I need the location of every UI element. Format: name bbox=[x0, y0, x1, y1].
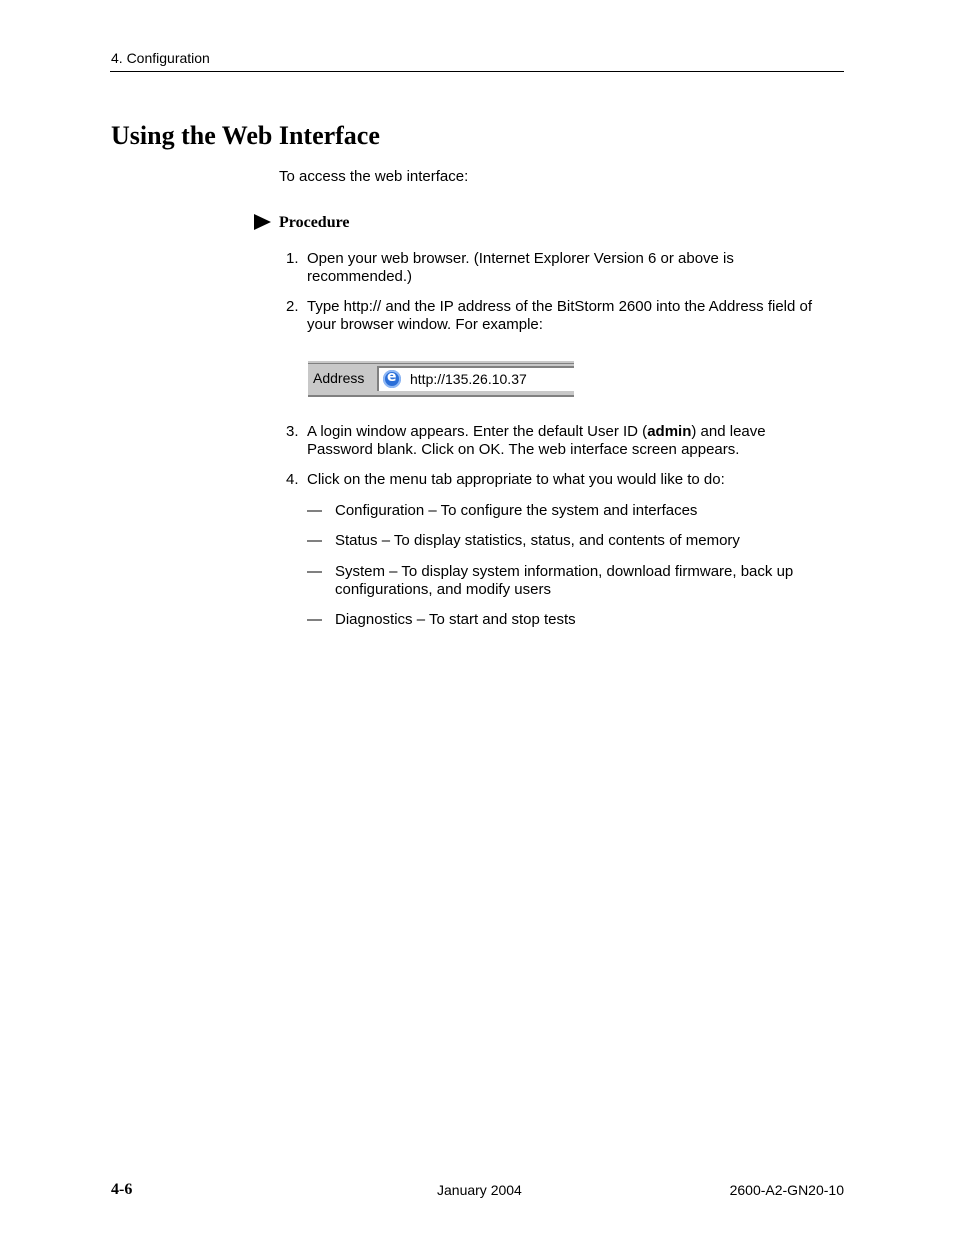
internet-explorer-icon bbox=[383, 370, 401, 388]
em-dash: — bbox=[307, 563, 322, 580]
step-number: 4. bbox=[286, 471, 299, 488]
menu-item-line: configurations, and modify users bbox=[335, 581, 551, 598]
address-bar-figure bbox=[308, 360, 574, 397]
em-dash: — bbox=[307, 611, 322, 628]
step-text bbox=[307, 250, 734, 286]
step-text bbox=[307, 298, 812, 334]
step-text-part: A login window appears. Enter the default User ID ( bbox=[307, 423, 648, 440]
procedure-label: Procedure bbox=[279, 214, 350, 231]
address-url: http://135.26.10.37 bbox=[410, 371, 527, 387]
em-dash: — bbox=[307, 532, 322, 549]
page-number: 4-6 bbox=[111, 1181, 133, 1198]
intro-text: To access the web interface: bbox=[279, 168, 469, 185]
default-user-id: admin bbox=[647, 423, 692, 440]
step-number: 3. bbox=[286, 423, 299, 440]
step-line: Type http:// and the IP address of the BitStorm 2600 into the Address field of bbox=[307, 298, 813, 315]
step-text bbox=[307, 423, 766, 459]
step-number: 2. bbox=[286, 298, 299, 315]
publication-date: January 2004 bbox=[437, 1182, 522, 1198]
document-number: 2600-A2-GN20-10 bbox=[729, 1182, 844, 1198]
address-bar-groove bbox=[308, 363, 574, 364]
section-title: Using the Web Interface bbox=[111, 121, 380, 150]
step-line: Click on the menu tab appropriate to what you would like to do: bbox=[307, 471, 725, 488]
procedure-arrow-icon bbox=[254, 214, 271, 230]
step-line: your browser window. For example: bbox=[307, 316, 543, 333]
menu-item-text: Status – To display statistics, status, and contents of memory bbox=[335, 532, 740, 549]
running-header: 4. Configuration bbox=[111, 50, 210, 66]
step-number: 1. bbox=[286, 250, 299, 267]
procedure-heading bbox=[254, 214, 350, 232]
header-rule bbox=[110, 71, 844, 72]
menu-item-text: Configuration – To configure the system and interfaces bbox=[335, 502, 698, 519]
step-text bbox=[307, 471, 725, 489]
em-dash: — bbox=[307, 502, 322, 519]
menu-item-text: Diagnostics – To start and stop tests bbox=[335, 611, 576, 628]
menu-item-text bbox=[335, 563, 835, 599]
step-text-part: ) and leave bbox=[691, 423, 766, 440]
step-line: recommended.) bbox=[307, 268, 413, 285]
step-line: Open your web browser. (Internet Explorer Version 6 or above is bbox=[307, 250, 734, 267]
step-line: Password blank. Click on OK. The web interface screen appears. bbox=[307, 441, 740, 458]
address-field bbox=[377, 366, 574, 391]
menu-item-line: System – To display system information, download firmware, back up bbox=[335, 563, 794, 580]
step-line bbox=[307, 423, 766, 441]
address-label: Address bbox=[313, 370, 365, 386]
